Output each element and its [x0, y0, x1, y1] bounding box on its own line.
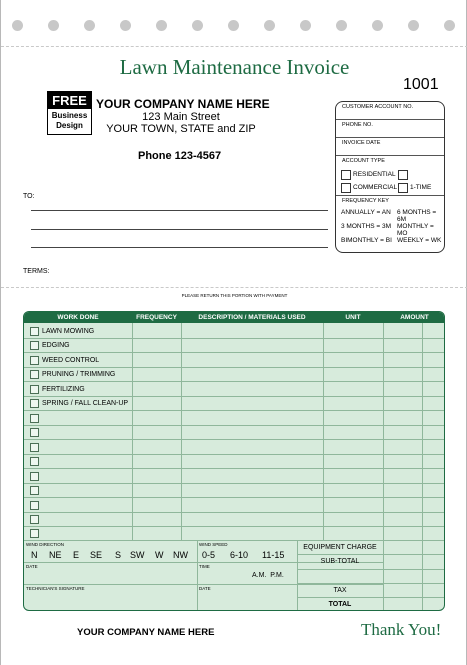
row-divider	[24, 425, 445, 426]
freq-monthly: MONTHLY = MO	[397, 223, 434, 237]
work-checkbox[interactable]	[30, 443, 39, 452]
logo-line-1: FREE	[48, 92, 91, 109]
row-divider	[24, 497, 445, 498]
row-divider	[24, 338, 445, 339]
work-checkbox[interactable]	[30, 341, 39, 350]
header-amount: AMOUNT	[400, 314, 429, 321]
to-label: TO:	[23, 193, 35, 200]
commercial-label: COMMERCIAL	[353, 184, 398, 191]
tax-label: TAX	[333, 587, 347, 594]
work-checkbox[interactable]	[30, 414, 39, 423]
wind-dir-e[interactable]: E	[73, 550, 80, 560]
work-checkbox[interactable]	[30, 501, 39, 510]
header-work-done: WORK DONE	[57, 314, 99, 321]
customer-account-label: CUSTOMER ACCOUNT NO.	[342, 104, 413, 110]
footer-company-name: YOUR COMPANY NAME HERE	[77, 627, 215, 638]
wind-speed-11-15[interactable]: 11-15	[262, 550, 285, 560]
punch-hole	[264, 20, 275, 31]
page-title: Lawn Maintenance Invoice	[119, 55, 350, 79]
freq-annually: ANNUALLY = AN	[341, 209, 391, 216]
divider	[336, 137, 444, 138]
terms-label: TERMS:	[23, 268, 50, 275]
time-label: TIME	[199, 564, 210, 569]
wind-direction-label: WIND DIRECTION	[26, 542, 64, 547]
row-divider	[297, 554, 445, 555]
work-checkbox[interactable]	[30, 472, 39, 481]
divider	[336, 155, 444, 156]
row-divider	[24, 352, 445, 353]
punch-hole	[336, 20, 347, 31]
equipment-charge-label: EQUIPMENT CHARGE	[303, 544, 377, 551]
account-type-label: ACCOUNT TYPE	[342, 158, 385, 164]
work-item-clean-up: SPRING / FALL CLEAN-UP	[42, 400, 129, 407]
work-item-edging: EDGING	[42, 342, 70, 349]
punch-hole	[372, 20, 383, 31]
work-checkbox[interactable]	[30, 529, 39, 538]
row-divider	[24, 367, 445, 368]
freq-bimonthly: BIMONTHLY = BI	[341, 237, 392, 244]
row-divider	[24, 584, 383, 585]
work-item-weed-control: WEED CONTROL	[42, 357, 100, 364]
wind-dir-ne[interactable]: NE	[49, 550, 62, 560]
row-divider	[24, 454, 445, 455]
am-pm-label[interactable]: A.M. P.M.	[252, 572, 284, 579]
invoice-number: 1001	[403, 76, 439, 93]
logo-line-2: Business	[51, 111, 88, 120]
company-address-1: 123 Main Street	[142, 111, 220, 123]
divider	[336, 195, 444, 196]
address-line[interactable]	[31, 247, 328, 248]
punch-hole	[12, 20, 23, 31]
work-table	[23, 311, 445, 611]
header-description: DESCRIPTION / MATERIALS USED	[198, 314, 306, 321]
date-label: DATE	[26, 564, 38, 569]
one-time-checkbox[interactable]	[398, 183, 408, 193]
work-checkbox[interactable]	[30, 515, 39, 524]
work-checkbox[interactable]	[30, 356, 39, 365]
row-divider	[24, 439, 445, 440]
row-divider	[297, 597, 445, 598]
freq-weekly: WEEKLY = WK	[397, 237, 442, 244]
work-checkbox[interactable]	[30, 370, 39, 379]
wind-dir-se[interactable]: SE	[90, 550, 103, 560]
phone-no-label: PHONE NO.	[342, 122, 373, 128]
header-unit: UNIT	[345, 314, 361, 321]
date-label-2: DATE	[199, 586, 211, 591]
total-label: TOTAL	[328, 601, 352, 608]
work-checkbox[interactable]	[30, 385, 39, 394]
wind-speed-0-5[interactable]: 0-5	[202, 550, 216, 560]
address-line[interactable]	[31, 229, 328, 230]
table-header	[24, 312, 444, 323]
row-divider	[24, 468, 445, 469]
work-item-lawn-mowing: LAWN MOWING	[42, 328, 95, 335]
blank-checkbox[interactable]	[398, 170, 408, 180]
wind-speed-label: WIND SPEED	[199, 542, 228, 547]
company-logo	[47, 91, 92, 135]
punch-hole	[84, 20, 95, 31]
wind-dir-sw[interactable]: SW	[130, 550, 145, 560]
work-checkbox[interactable]	[30, 428, 39, 437]
company-phone: Phone 123-4567	[138, 150, 222, 162]
punch-hole	[48, 20, 59, 31]
account-info-box	[335, 101, 445, 253]
frequency-key-label: FREQUENCY KEY	[342, 198, 389, 204]
punch-hole	[300, 20, 311, 31]
row-divider	[24, 396, 445, 397]
row-divider	[24, 483, 445, 484]
punch-hole	[192, 20, 203, 31]
logo-line-3: Design	[56, 121, 83, 130]
wind-dir-w[interactable]: W	[155, 550, 164, 560]
invoice-date-label: INVOICE DATE	[342, 140, 381, 146]
column-divider	[132, 323, 133, 540]
divider	[336, 119, 444, 120]
column-divider	[181, 323, 182, 540]
commercial-checkbox[interactable]	[341, 183, 351, 193]
row-divider	[24, 410, 445, 411]
punch-hole	[408, 20, 419, 31]
freq-3-months: 3 MONTHS = 3M	[341, 223, 392, 230]
work-checkbox[interactable]	[30, 399, 39, 408]
punch-hole	[444, 20, 455, 31]
residential-checkbox[interactable]	[341, 170, 351, 180]
company-address-2: YOUR TOWN, STATE and ZIP	[106, 123, 256, 135]
column-divider	[197, 540, 198, 611]
subtotal-label: SUB-TOTAL	[320, 558, 360, 565]
wind-speed-6-10[interactable]: 6-10	[230, 550, 249, 560]
header-frequency: FREQUENCY	[136, 314, 177, 321]
wind-dir-s[interactable]: S	[115, 550, 122, 560]
residential-label: RESIDENTIAL	[353, 171, 396, 178]
row-divider	[24, 540, 445, 541]
row-divider	[24, 526, 445, 527]
thank-you-text: Thank You!	[361, 620, 442, 639]
row-divider	[24, 381, 445, 382]
punch-hole	[120, 20, 131, 31]
work-checkbox[interactable]	[30, 457, 39, 466]
freq-6-months: 6 MONTHS = 6M	[397, 209, 437, 223]
one-time-label: 1-TIME	[410, 184, 432, 191]
return-note: PLEASE RETURN THIS PORTION WITH PAYMENT	[181, 293, 288, 298]
row-divider	[297, 569, 445, 570]
punch-hole	[156, 20, 167, 31]
work-item-fertilizing: FERTILIZING	[42, 386, 85, 393]
work-item-pruning: PRUNING / TRIMMING	[42, 371, 116, 378]
wind-dir-n[interactable]: N	[31, 550, 38, 560]
perforation-line	[1, 46, 467, 47]
company-name: YOUR COMPANY NAME HERE	[96, 97, 270, 111]
row-divider	[24, 512, 445, 513]
perforation-line	[1, 287, 467, 288]
address-line[interactable]	[31, 210, 328, 211]
punch-hole	[228, 20, 239, 31]
row-divider	[297, 583, 445, 584]
technician-signature-label: TECHNICIAN'S SIGNATURE	[26, 586, 85, 591]
work-checkbox[interactable]	[30, 327, 39, 336]
wind-dir-nw[interactable]: NW	[173, 550, 188, 560]
work-checkbox[interactable]	[30, 486, 39, 495]
column-divider	[323, 323, 324, 540]
